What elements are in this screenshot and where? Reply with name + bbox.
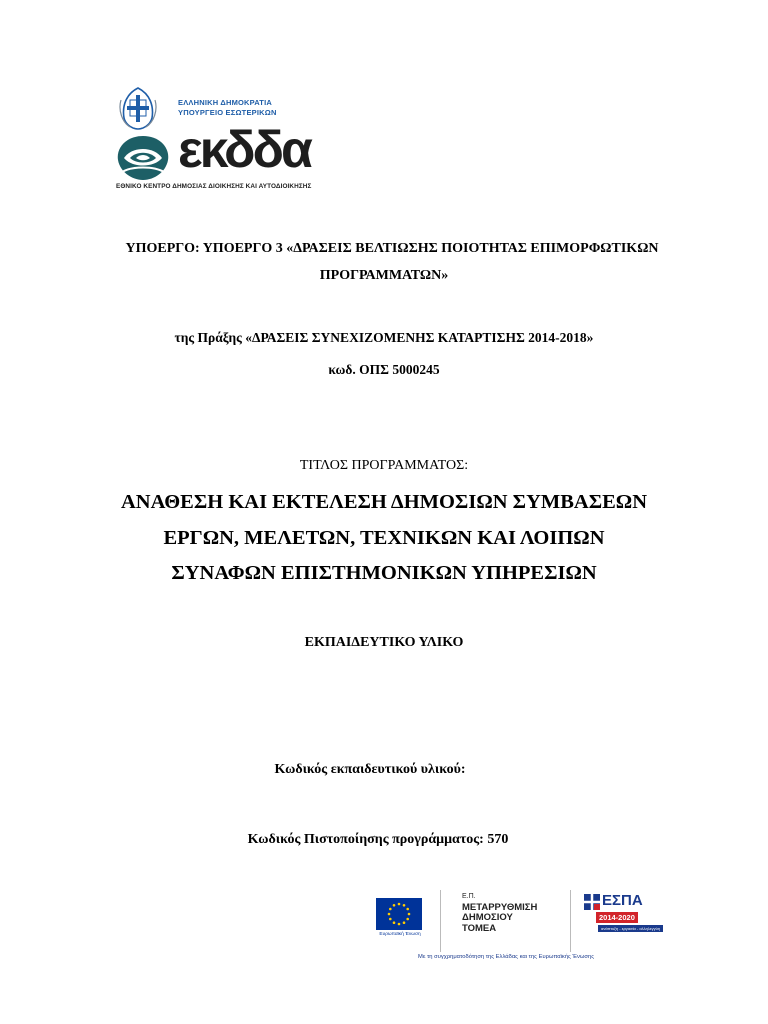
eu-flag-icon (376, 898, 422, 930)
subproject-line-2: ΠΡΟΓΡΑΜΜΑΤΩΝ» (319, 268, 449, 283)
ep-line-1: ΜΕΤΑΡΡΥΘΜΙΣΗ (462, 901, 538, 913)
espa-motto: ανάπτυξη - εργασία - αλληλεγγύη (598, 925, 663, 932)
program-title-line-2: ΕΡΓΩΝ, ΜΕΛΕΤΩΝ, ΤΕΧΝΙΚΩΝ ΚΑΙ ΛΟΙΠΩΝ (163, 527, 605, 549)
ep-prefix: Ε.Π. (462, 893, 476, 900)
ekdda-wordmark: εκδδα (178, 121, 310, 179)
greek-coat-of-arms-icon (116, 86, 160, 130)
ministry-name (178, 98, 277, 118)
program-title-label: ΤΙΤΛΟΣ ΠΡΟΓΡΑΜΜΑΤΟΣ: (299, 458, 469, 473)
ep-reform-logo (462, 892, 537, 934)
funding-logos-banner (360, 886, 661, 966)
program-title-line-3: ΣΥΝΑΦΩΝ ΕΠΙΣΤΗΜΟΝΙΚΩΝ ΥΠΗΡΕΣΙΩΝ (171, 562, 597, 584)
ops-code: κωδ. ΟΠΣ 5000245 (328, 362, 440, 377)
ep-line-3: ΤΟΜΕΑ (462, 922, 497, 934)
espa-logo (580, 892, 661, 938)
ministry-ekdda-logo (114, 86, 326, 192)
subproject-line-1: ΥΠΟΕΡΓΟ: ΥΠΟΕΡΓΟ 3 «ΔΡΑΣΕΙΣ ΒΕΛΤΙΩΣΗΣ ΠΟΙΟΤΗΤΑΣ ΕΠΙΜΟΡΦΩΤΙΚΩΝ (125, 241, 659, 256)
gov-line-1: ΕΛΛΗΝΙΚΗ ΔΗΜΟΚΡΑΤΙΑ (178, 98, 272, 107)
praxis-title: της Πράξης «ΔΡΑΣΕΙΣ ΣΥΝΕΧΙΖΟΜΕΝΗΣ ΚΑΤΑΡΤΙΣΗΣ 2014-2018» (174, 330, 594, 345)
material-code-label: Κωδικός εκπαιδευτικού υλικού: (274, 762, 466, 777)
educational-material-heading: ΕΚΠΑΙΔΕΥΤΙΚΟ ΥΛΙΚΟ (304, 635, 464, 650)
logo-divider (440, 890, 441, 952)
espa-flag-icon (584, 894, 600, 910)
program-title-line-1: ΑΝΑΘΕΣΗ ΚΑΙ ΕΚΤΕΛΕΣΗ ΔΗΜΟΣΙΩΝ ΣΥΜΒΑΣΕΩΝ (121, 491, 647, 513)
gov-line-2: ΥΠΟΥΡΓΕΙΟ ΕΣΩΤΕΡΙΚΩΝ (178, 108, 277, 117)
ekdda-emblem-icon (114, 134, 172, 182)
ekdda-subtitle: ΕΘΝΙΚΟ ΚΕΝΤΡΟ ΔΗΜΟΣΙΑΣ ΔΙΟΙΚΗΣΗΣ ΚΑΙ ΑΥΤΟΔΙΟΙΚΗΣΗΣ (116, 183, 312, 190)
ep-line-2: ΔΗΜΟΣΙΟΥ (462, 912, 513, 923)
logo-divider (570, 890, 571, 952)
espa-years: 2014-2020 (596, 912, 638, 923)
espa-title: ΕΣΠΑ (602, 892, 643, 909)
certification-code: Κωδικός Πιστοποίησης προγράμματος: 570 (247, 832, 509, 847)
eu-label: Ευρωπαϊκή Ένωση (379, 932, 421, 937)
cofunding-statement: Με τη συγχρηματοδότηση της Ελλάδας και της Ευρωπαϊκής Ένωσης (417, 954, 595, 960)
